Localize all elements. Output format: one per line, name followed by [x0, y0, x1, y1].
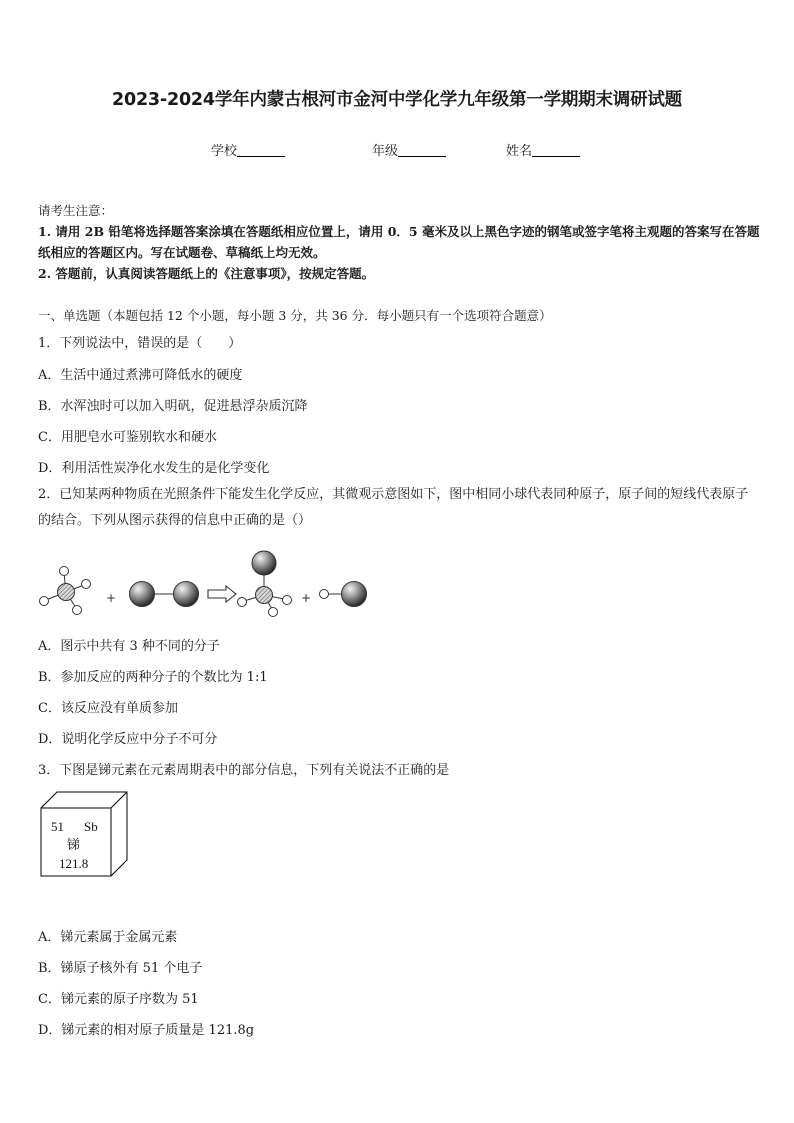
q3-option-d: D．锑元素的相对原子质量是 121.8g: [38, 1023, 255, 1038]
name-blank: [532, 144, 580, 157]
q2-option-c: C．该反应没有单质参加: [38, 701, 178, 716]
notice: [38, 200, 760, 284]
school-label: 学校: [211, 144, 238, 159]
methane-molecule: [40, 567, 91, 615]
q3-stem: 3．下图是锑元素在元素周期表中的部分信息，下列有关说法不正确的是: [38, 763, 450, 778]
reaction-arrow: [208, 586, 236, 602]
grade-blank: [398, 144, 446, 157]
q3-option-c: C．锑元素的原子序数为 51: [38, 992, 199, 1007]
notice-heading: 请考生注意：: [38, 203, 114, 218]
element-card: [38, 790, 138, 890]
reaction-diagram: [36, 549, 376, 619]
school-field: [211, 140, 285, 159]
name-label: 姓名: [506, 144, 533, 159]
grade-field: [372, 140, 446, 159]
plus-sign-1: +: [106, 591, 117, 605]
chlorine-molecule: [130, 582, 199, 607]
notice-item-1: 1. 请用 2B 铅笔将选择题答案涂填在答题纸相应位置上，请用 0．5 毫米及以上黑色字迹的钢笔或签字笔将主观题的答案写在答题纸相应的答题区内。写在试题卷、草稿纸上均无效。: [38, 224, 760, 260]
q2-option-d: D．说明化学反应中分子不可分: [38, 732, 218, 747]
grade-label: 年级: [372, 144, 399, 159]
school-blank: [237, 144, 285, 157]
q3-option-a: A．锑元素属于金属元素: [38, 930, 178, 945]
q1-option-b: B．水浑浊时可以加入明矾，促进悬浮杂质沉降: [38, 399, 308, 414]
page-title: 2023-2024学年内蒙古根河市金河中学化学九年级第一学期期末调研试题: [112, 90, 682, 110]
q2-option-b: B．参加反应的两种分子的个数比为 1:1: [38, 670, 268, 685]
hcl-molecule: [320, 582, 367, 607]
q1-option-a: A．生活中通过煮沸可降低水的硬度: [38, 368, 243, 383]
element-mass: 121.8: [59, 856, 89, 871]
q3-option-b: B．锑原子核外有 51 个电子: [38, 961, 203, 976]
section-heading: 一、单选题（本题包括 12 个小题，每小题 3 分，共 36 分．每小题只有一个选项符合题意）: [38, 308, 552, 323]
q1-stem: 1．下列说法中，错误的是（ ）: [38, 336, 242, 351]
element-symbol: Sb: [84, 819, 98, 834]
name-field: [506, 140, 580, 159]
element-name: 锑: [67, 837, 81, 852]
plus-sign-2: +: [301, 591, 312, 605]
q1-option-c: C．用肥皂水可鉴别软水和硬水: [38, 430, 217, 445]
chloromethane-molecule: [238, 551, 292, 617]
q1-option-d: D．利用活性炭净化水发生的是化学变化: [38, 461, 270, 476]
element-number: 51: [51, 819, 64, 834]
q2-stem: 2．已知某两种物质在光照条件下能发生化学反应，其微观示意图如下，图中相同小球代表同种原子，原子间的短线代表原子的结合。下列从图示获得的信息中正确的是（）: [38, 487, 749, 528]
q2-option-a: A．图示中共有 3 种不同的分子: [38, 639, 220, 654]
notice-item-2: 2. 答题前，认真阅读答题纸上的《注意事项》，按规定答题。: [38, 266, 375, 281]
